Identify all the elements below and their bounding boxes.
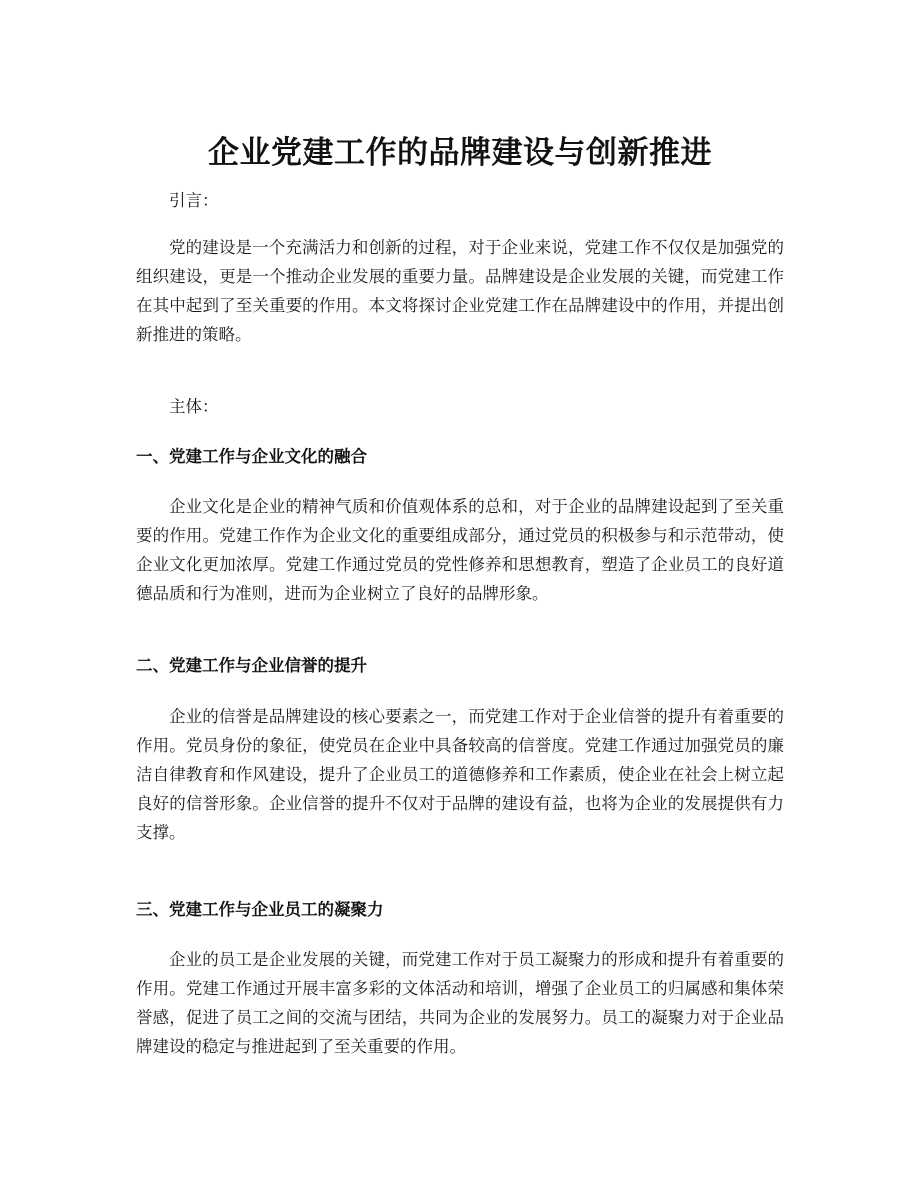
- body-label: 主体：: [169, 397, 219, 416]
- intro-label: 引言：: [169, 191, 219, 210]
- intro-paragraph: 党的建设是一个充满活力和创新的过程，对于企业来说，党建工作不仅仅是加强党的组织建设，更是一个推动企业发展的重要力量。品牌建设是企业发展的关键，而党建工作在其中起到了至关重要的作用。本文将探讨企业党建工作在品牌建设中的作用，并提出创新推进的策略。: [136, 238, 784, 344]
- section-paragraph-1: 企业文化是企业的精神气质和价值观体系的总和，对于企业的品牌建设起到了至关重要的作用。党建工作作为企业文化的重要组成部分，通过党员的积极参与和示范带动，使企业文化更加浓厚。党建工作通过党员的党性修养和思想教育，塑造了企业员工的良好道德品质和行为准则，进而为企业树立了良好的品牌形象。: [136, 497, 784, 603]
- section-paragraph-3: 企业的员工是企业发展的关键，而党建工作对于员工凝聚力的形成和提升有着重要的作用。党建工作通过开展丰富多彩的文体活动和培训，增强了企业员工的归属感和集体荣誉感，促进了员工之间的交流与团结，共同为企业的发展努力。员工的凝聚力对于企业品牌建设的稳定与推进起到了至关重要的作用。: [136, 950, 784, 1056]
- section-paragraph-2: 企业的信誉是品牌建设的核心要素之一，而党建工作对于企业信誉的提升有着重要的作用。党员身份的象征，使党员在企业中具备较高的信誉度。党建工作通过加强党员的廉洁自律教育和作风建设，提升了企业员工的道德修养和工作素质，使企业在社会上树立起良好的信誉形象。企业信誉的提升不仅对于品牌的建设有益，也将为企业的发展提供有力支撑。: [136, 707, 784, 842]
- section-heading-1: 一、党建工作与企业文化的融合: [136, 447, 367, 466]
- document-title: 企业党建工作的品牌建设与创新推进: [208, 134, 712, 171]
- section-heading-2: 二、党建工作与企业信誉的提升: [136, 656, 367, 675]
- section-heading-3: 三、党建工作与企业员工的凝聚力: [136, 900, 384, 919]
